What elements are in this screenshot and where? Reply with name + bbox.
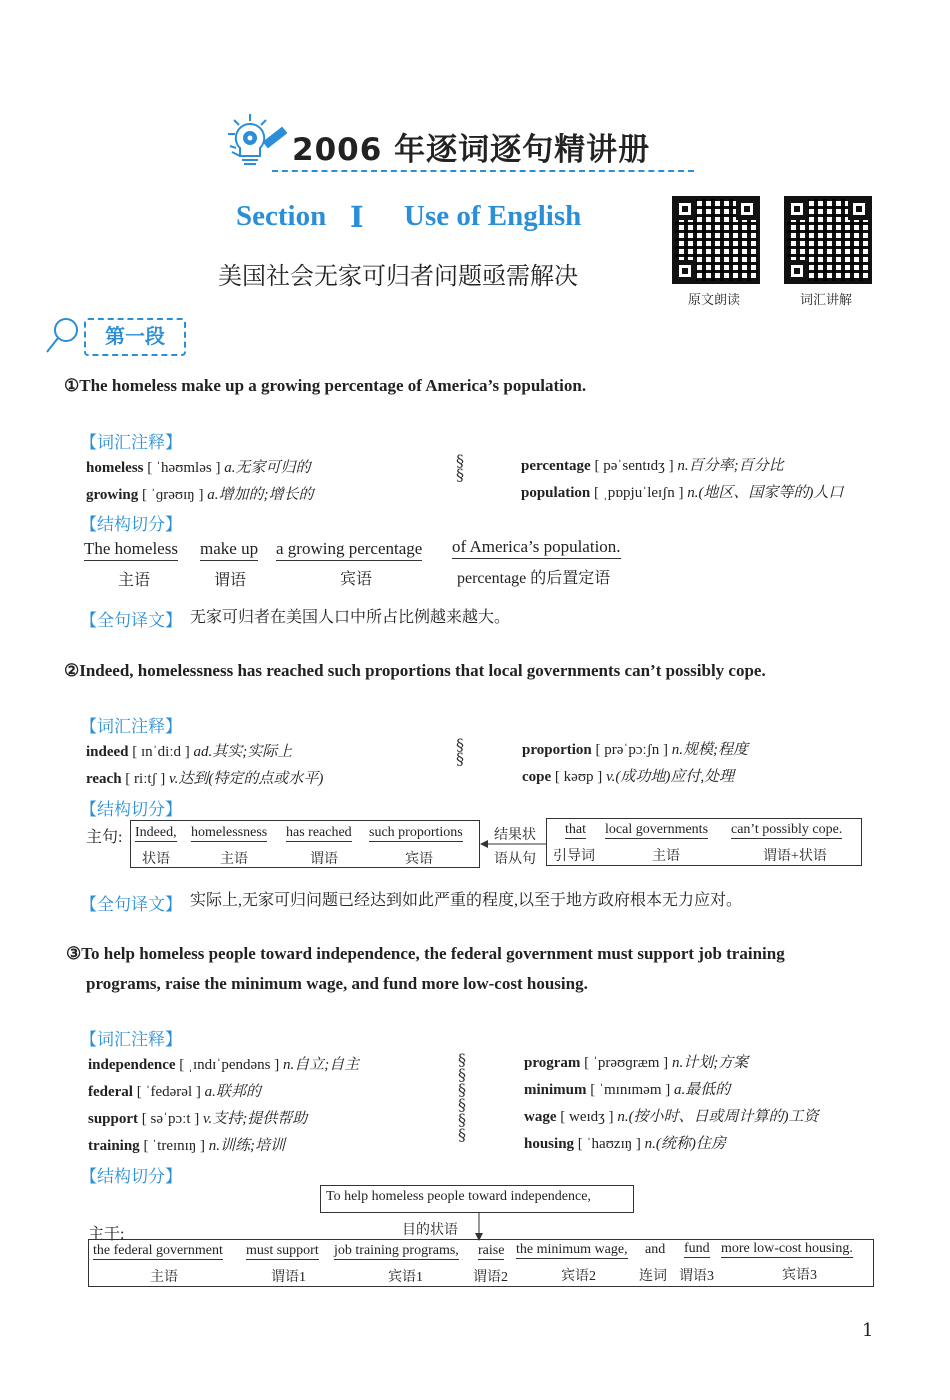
translation-1: 无家可归者在美国人口中所占比例越来越大。	[190, 609, 511, 626]
structure-label-1: 【结构切分】	[80, 515, 182, 535]
trunk-cell: job training programs,	[334, 1243, 459, 1258]
structure-label-3: 【结构切分】	[80, 1167, 182, 1187]
vocab-entry: wage [ weɪdʒ ] n.(按小时、日或周计算的)工资	[524, 1109, 819, 1125]
vocab-entry: percentage [ pəˈsentɪdʒ ] n.百分率;百分比	[521, 458, 784, 474]
main-role: 谓语	[310, 852, 338, 867]
chinese-title: 美国社会无家可归者问题亟需解决	[218, 262, 578, 290]
trunk-cell: raise	[478, 1243, 505, 1258]
trunk-cell: must support	[246, 1243, 319, 1258]
trunk-role: 宾语3	[782, 1268, 817, 1283]
main-cell: such proportions	[369, 825, 463, 840]
sub-cell: local governments	[605, 822, 709, 837]
trunk-role: 连词	[639, 1269, 667, 1284]
segment: make up	[200, 539, 258, 561]
translation-label-1: 【全句译文】	[80, 611, 182, 631]
divider-squiggle: § §	[456, 735, 464, 768]
qr-caption-reading: 原文朗读	[688, 293, 741, 308]
sub-cell: that	[565, 822, 586, 837]
segment-role: percentage 的后置定语	[457, 570, 611, 587]
translation-2: 实际上,无家可归问题已经达到如此严重的程度,以至于地方政府根本无力应对。	[190, 892, 743, 909]
segment: of America’s population.	[452, 537, 621, 559]
divider-squiggle: § § § § § §	[458, 1050, 466, 1144]
vocab-entry: cope [ kəʊp ] v.(成功地)应付,处理	[522, 769, 735, 785]
main-role: 主语	[220, 852, 248, 867]
arrow-down-icon	[473, 1213, 485, 1241]
vocab-label-2: 【词汇注释】	[80, 717, 182, 737]
main-role: 宾语	[405, 852, 433, 867]
segment-role: 主语	[118, 572, 151, 589]
segment: a growing percentage	[276, 539, 422, 561]
vocab-entry: homeless [ ˈhəʊmləs ] a.无家可归的	[86, 460, 311, 476]
vocab-entry: growing [ ˈɡrəʊɪŋ ] a.增加的;增长的	[86, 487, 314, 503]
vocab-entry: support [ səˈpɔːt ] v.支持;提供帮助	[88, 1111, 308, 1127]
main-cell: has reached	[286, 825, 352, 840]
vocab-entry: federal [ ˈfedərəl ] a.联邦的	[88, 1084, 261, 1100]
sub-cell: can’t possibly cope.	[731, 822, 843, 837]
vocab-entry: population [ ˌpɒpjuˈleɪʃn ] n.(地区、国家等的)人口	[521, 485, 844, 501]
link-label-bottom: 语从句	[494, 852, 536, 867]
sentence-3-line-2: programs, raise the minimum wage, and fund more low-cost housing.	[86, 974, 588, 993]
qr-code-vocab[interactable]	[784, 196, 872, 284]
main-trunk-label: 主干:	[88, 1226, 125, 1243]
vocab-label-1: 【词汇注释】	[80, 433, 182, 453]
trunk-cell: fund	[684, 1241, 710, 1256]
link-label-top: 结果状	[494, 828, 536, 843]
title-divider	[272, 170, 694, 172]
segment-role: 谓语	[214, 572, 247, 589]
vocab-entry: proportion [ prəˈpɔːʃn ] n.规模;程度	[522, 742, 748, 758]
trunk-cell: more low-cost housing.	[721, 1241, 853, 1256]
main-cell: homelessness	[191, 825, 268, 840]
main-clause-label: 主句:	[86, 829, 123, 846]
vocab-entry: minimum [ ˈmɪnɪməm ] a.最低的	[524, 1082, 731, 1098]
vocab-entry: independence [ ˌɪndɪˈpendəns ] n.自立;自主	[88, 1057, 360, 1073]
sentence-2: ②Indeed, homelessness has reached such proportions that local governments can’t possibly cope.	[64, 661, 766, 680]
page-title: 2006 年逐词逐句精讲册	[292, 132, 651, 168]
lightbulb-gear-icon	[226, 112, 290, 174]
trunk-role: 谓语3	[679, 1269, 714, 1284]
sentence-1: ①The homeless make up a growing percentage of America’s population.	[64, 376, 587, 395]
vocab-entry: reach [ riːtʃ ] v.达到(特定的点或水平)	[86, 771, 324, 787]
main-cell: Indeed,	[135, 825, 177, 840]
trunk-role: 宾语1	[388, 1270, 423, 1285]
sub-role: 主语	[652, 849, 680, 864]
vocab-entry: housing [ ˈhaʊzɪŋ ] n.(统称)住房	[524, 1136, 726, 1152]
sentence-3-line-1: ③To help homeless people toward independence, the federal government must support job training	[66, 944, 785, 963]
vocab-label-3: 【词汇注释】	[80, 1030, 182, 1050]
divider-squiggle: § §	[456, 451, 464, 484]
magnifier-icon	[44, 316, 84, 356]
sub-role: 引导词	[553, 849, 595, 864]
trunk-cell: the minimum wage,	[516, 1242, 628, 1257]
segment-role: 宾语	[340, 571, 373, 588]
trunk-role: 谓语1	[271, 1270, 306, 1285]
qr-code-reading[interactable]	[672, 196, 760, 284]
main-role: 状语	[142, 852, 170, 867]
section-number: Ⅰ	[350, 202, 364, 234]
vocab-entry: training [ ˈtreɪnɪŋ ] n.训练;培训	[88, 1138, 285, 1154]
section-subtitle: Use of English	[404, 200, 582, 232]
qr-caption-vocab: 词汇讲解	[800, 293, 853, 308]
trunk-role: 主语	[150, 1270, 178, 1285]
page-number: 1	[862, 1320, 874, 1341]
sub-role: 谓语+状语	[763, 849, 827, 864]
segment: The homeless	[84, 539, 178, 561]
section-label: Section	[236, 200, 327, 232]
paragraph-badge: 第一段	[84, 318, 186, 356]
trunk-cell: the federal government	[93, 1243, 223, 1258]
trunk-cell: and	[645, 1242, 666, 1257]
structure-label-2: 【结构切分】	[80, 800, 182, 820]
trunk-role: 谓语2	[473, 1270, 508, 1285]
adverbial-phrase: To help homeless people toward independence,	[326, 1189, 591, 1204]
adverbial-label: 目的状语	[402, 1223, 458, 1238]
vocab-entry: program [ ˈprəʊɡræm ] n.计划;方案	[524, 1055, 749, 1071]
vocab-entry: indeed [ ɪnˈdiːd ] ad.其实;实际上	[86, 744, 293, 760]
translation-label-2: 【全句译文】	[80, 895, 182, 915]
trunk-role: 宾语2	[561, 1269, 596, 1284]
